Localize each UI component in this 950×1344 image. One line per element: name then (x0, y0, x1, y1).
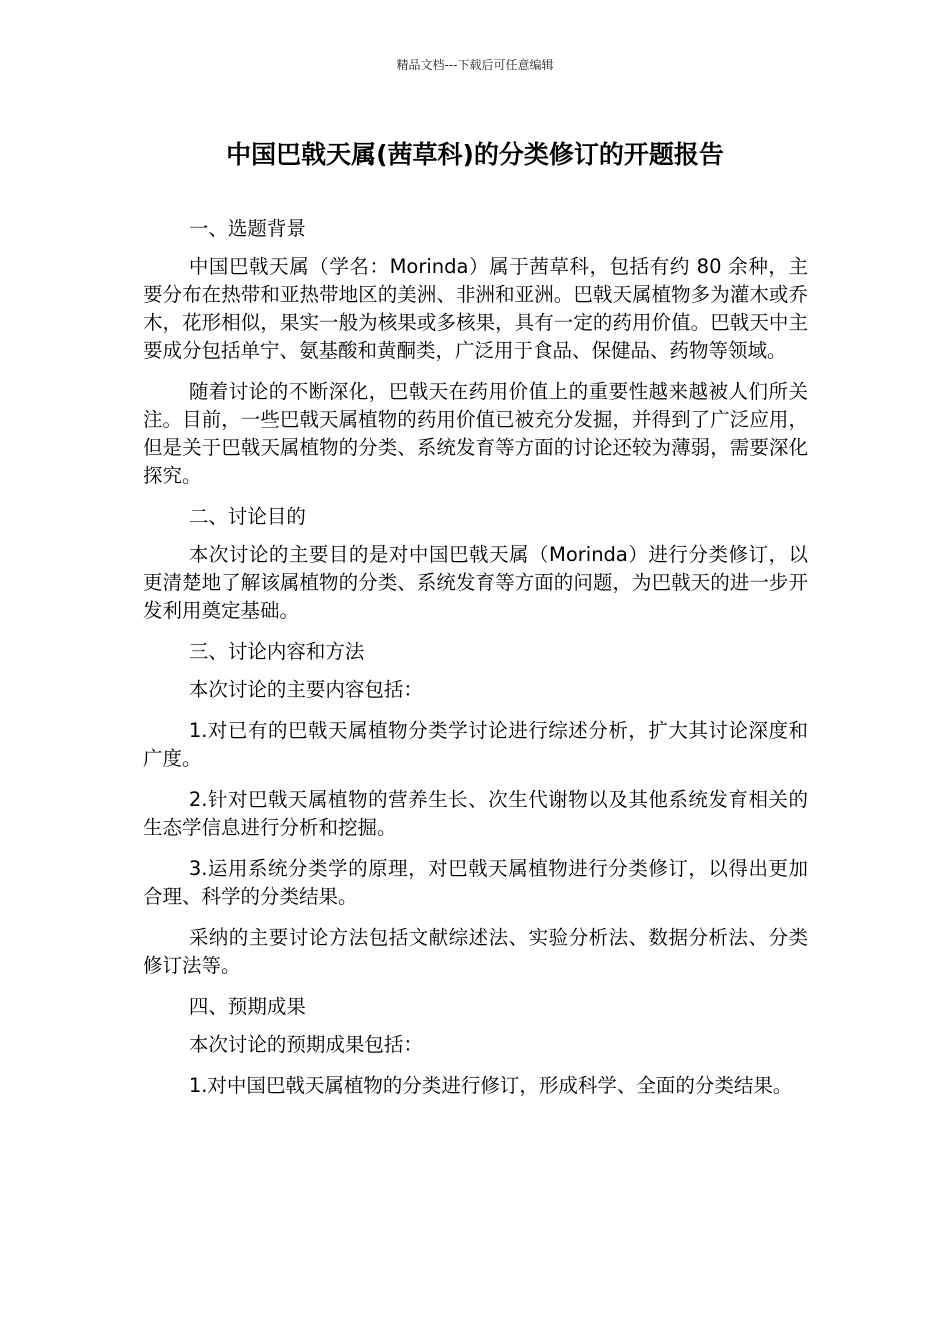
paragraph-background-2: 随着讨论的不断深化，巴戟天在药用价值上的重要性越来越被人们所关注。目前，一些巴戟天属植物的药用价值已被充分发掘，并得到了广泛应用，但是关于巴戟天属植物的分类、系统发育等方面的讨论还较为薄弱，需要深化探究。 (143, 380, 808, 487)
section-heading-content-methods: 三、讨论内容和方法 (188, 640, 365, 663)
list-item-content-3: 3.运用系统分类学的原理，对巴戟天属植物进行分类修订，以得出更加合理、科学的分类结果。 (143, 857, 808, 908)
document-title: 中国巴戟天属(茜草科)的分类修订的开题报告 (226, 140, 724, 169)
list-item-results-1: 1.对中国巴戟天属植物的分类进行修订，形成科学、全面的分类结果。 (188, 1074, 793, 1097)
section-heading-background: 一、选题背景 (188, 217, 306, 240)
paragraph-content-intro: 本次讨论的主要内容包括： (188, 678, 423, 701)
paragraph-results-intro: 本次讨论的预期成果包括： (188, 1033, 423, 1056)
list-item-content-2: 2.针对巴戟天属植物的营养生长、次生代谢物以及其他系统发育相关的生态学信息进行分析和挖掘。 (143, 788, 808, 839)
list-item-content-1: 1.对已有的巴戟天属植物分类学讨论进行综述分析，扩大其讨论深度和广度。 (143, 719, 808, 770)
section-heading-purpose: 二、讨论目的 (188, 505, 306, 528)
paragraph-background-1: 中国巴戟天属（学名：Morinda）属于茜草科，包括有约 80 余种，主要分布在热带和亚热带地区的美洲、非洲和亚洲。巴戟天属植物多为灌木或乔木，花形相似，果实一般为核果或多核果，具有一定的药用价值。巴戟天中主要成分包括单宁、氨基酸和黄酮类，广泛用于食品、保健品、药物等领域。 (143, 255, 808, 362)
header-note: 精品文档---下载后可任意编辑 (396, 58, 554, 72)
section-heading-expected-results: 四、预期成果 (188, 995, 306, 1018)
paragraph-methods: 采纳的主要讨论方法包括文献综述法、实验分析法、数据分析法、分类修订法等。 (143, 926, 808, 977)
document-body (143, 215, 808, 1113)
paragraph-purpose: 本次讨论的主要目的是对中国巴戟天属（Morinda）进行分类修订，以更清楚地了解该属植物的分类、系统发育等方面的问题，为巴戟天的进一步开发利用奠定基础。 (143, 543, 808, 622)
